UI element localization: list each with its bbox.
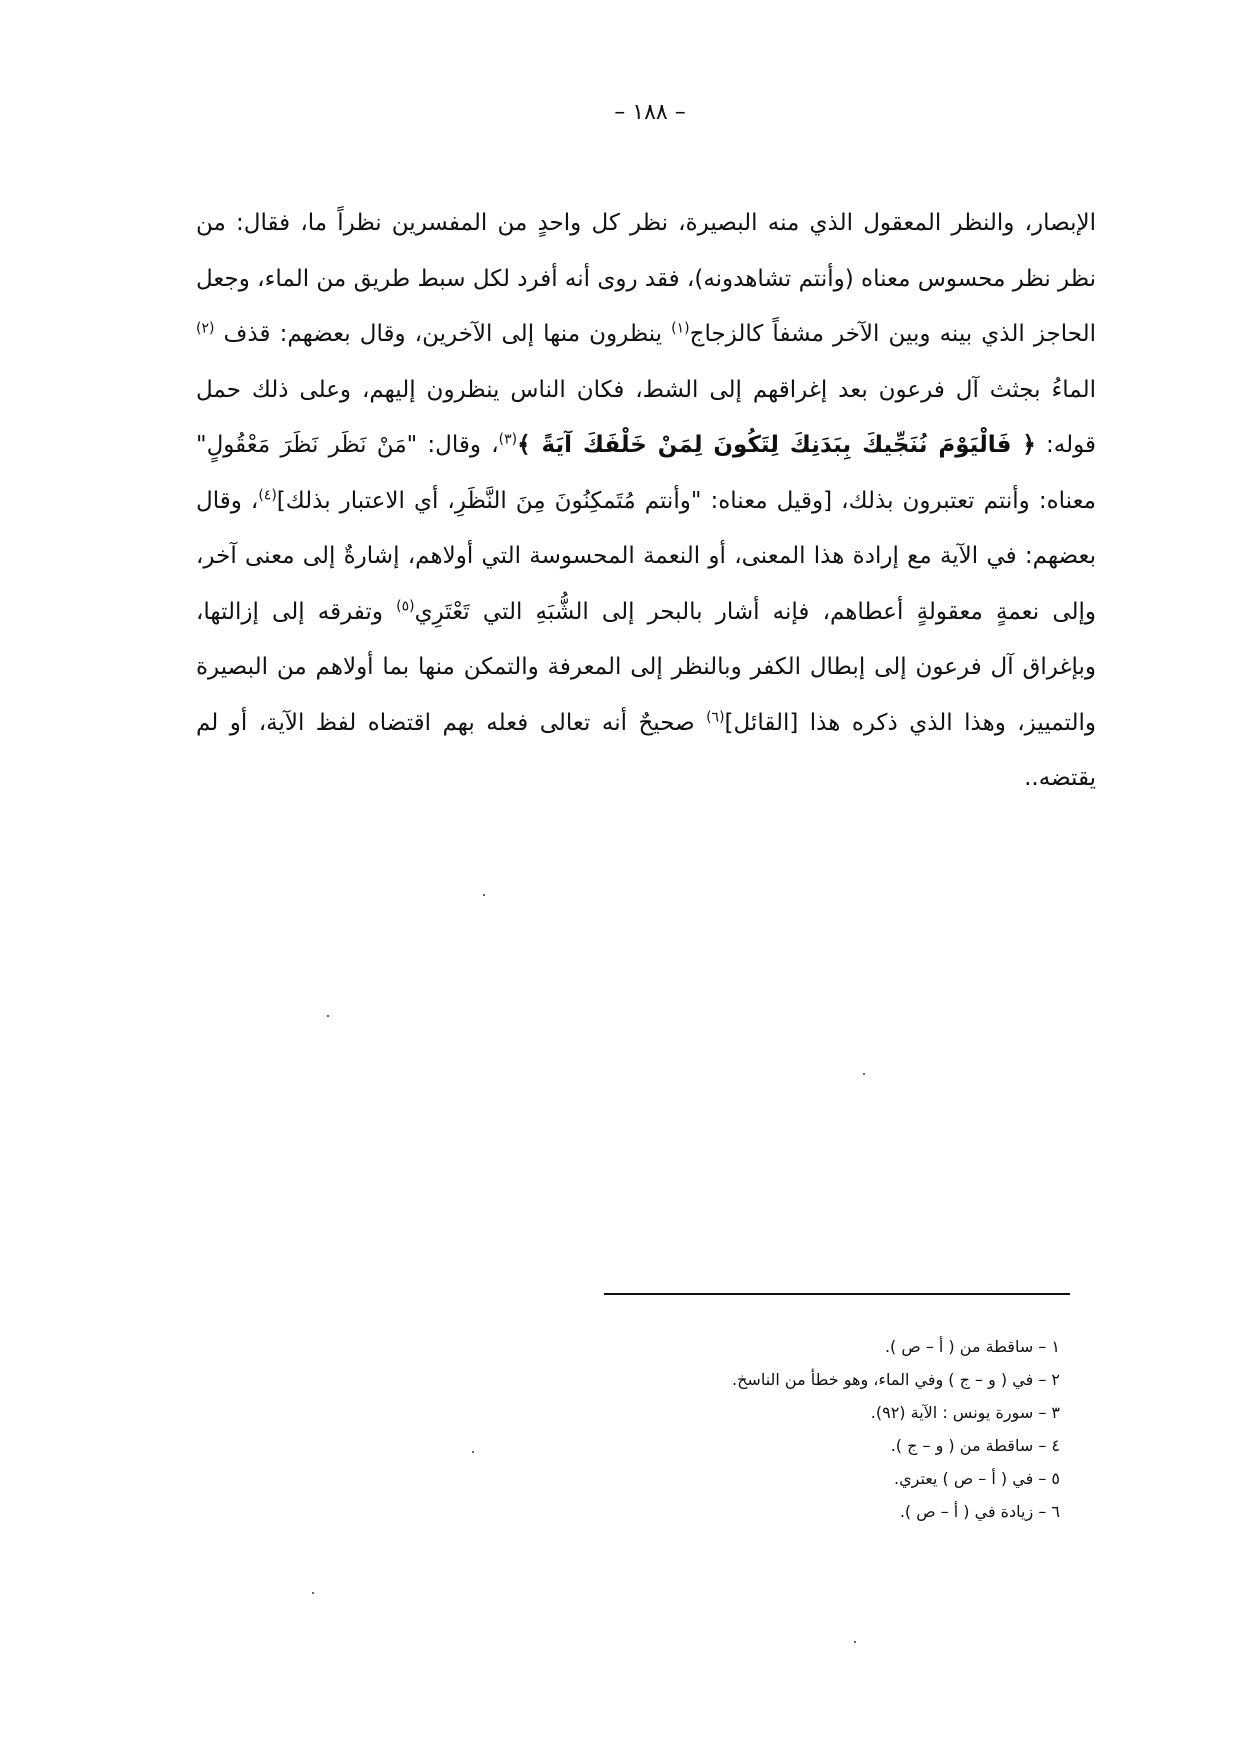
footnote-ref-4: (٤): [258, 486, 277, 503]
footnotes: [600, 1330, 1060, 1528]
text-segment: ، وقال بعضهم: في الآية مع إرادة هذا المعنى، أو النعمة المحسوسة التي أولاهم، إشارةٌ إلى معنى آخر، وإلى نعمةٍ معقولةٍ أعطاهم، فإنه أشار بالبحر إلى الشُّبَهِ التي تَعْتَرِي: [196, 487, 1096, 625]
scan-speck: [863, 1073, 865, 1075]
scan-speck: [312, 1592, 314, 1594]
footnote-1: ١ – ساقطة من ( أ – ص ).: [884, 1337, 1060, 1356]
scan-speck: [854, 1641, 856, 1643]
footnote-ref-2: (٢): [196, 320, 215, 337]
text-segment: صحيحٌ أنه تعالى فعله بهم اقتضاه لفظ الآية، أو لم يقتضه..: [196, 709, 1096, 791]
page-number: – ١٨٨ –: [614, 100, 686, 125]
text-segment: وتفرقه إلى إزالتها، وبإغراق آل فرعون إلى إبطال الكفر وبالنظر إلى المعرفة والتمكن منها بما أولاهم من البصيرة والتمييز، وهذا الذي ذكره هذا [القائل]: [196, 598, 1096, 736]
footnote-5: ٥ – في ( أ – ص ) يعتري.: [894, 1469, 1060, 1488]
footnote-3: ٣ – سورة يونس : الآية (٩٢).: [870, 1403, 1060, 1422]
footnote-ref-5: (٥): [396, 597, 415, 614]
footnote-separator: [604, 1293, 1070, 1295]
text-segment: ، وقال: "مَنْ نَظَر نَظَرَ مَعْقُولٍ" معناه: وأنتم تعتبرون بذلك، [وقيل معناه: "وأنتم مُتَمكِنُونَ مِنَ النَّظَرِ، أي الاعتبار بذلك]: [196, 432, 1097, 514]
scan-speck: [327, 1015, 329, 1017]
text-segment: الإبصار، والنظر المعقول الذي منه البصيرة، نظر كل واحدٍ من المفسرين نظراً ما، فقال: من نظر نظر محسوس معناه (وأنتم تشاهدونه)، فقد روى أنه أفرد لكل سبط طريق من الماء، وجعل الحاجز الذي بينه وبين الآخر مشفاً كالزجاج: [196, 210, 1096, 347]
footnote-4: ٤ – ساقطة من ( و – ج ).: [890, 1436, 1060, 1455]
footnote-ref-3: (٣): [498, 431, 518, 448]
scan-speck: [483, 894, 485, 896]
footnote-2: ٢ – في ( و – ج ) وفي الماء، وهو خطأ من الناسخ.: [732, 1370, 1060, 1389]
scan-speck: [472, 1451, 474, 1453]
quran-verse: ﴿ فَالْيَوْمَ نُنَجِّيكَ بِبَدَنِكَ لِتَكُونَ لِمَنْ خَلْفَكَ آيَةً ﴾: [517, 432, 1036, 458]
text-segment: الماءُ بجثث آل فرعون بعد إغراقهم إلى الشط، فكان الناس ينظرون إليهم، وعلى ذلك حمل قوله:: [196, 376, 1096, 458]
text-segment: ينظرون منها إلى الآخرين، وقال بعضهم: قذف: [214, 321, 672, 347]
footnote-6: ٦ – زيادة في ( أ – ص ).: [899, 1502, 1060, 1521]
footnote-ref-6: (٦): [706, 708, 725, 725]
footnote-ref-1: (١): [671, 320, 690, 337]
body-text: [196, 196, 1096, 807]
main-paragraph: [196, 196, 1096, 807]
